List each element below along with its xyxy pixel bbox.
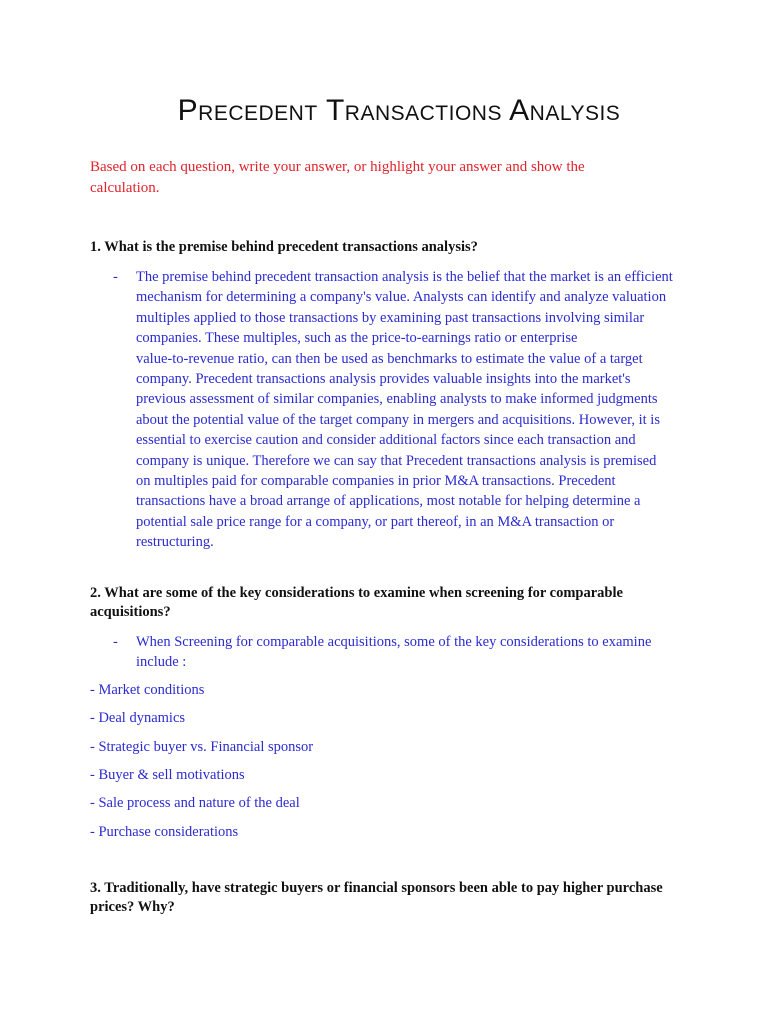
answer-line: transactions have a broad arrange of applications, most notable for helping determine a bbox=[136, 493, 641, 510]
answer-2-intro bbox=[113, 632, 713, 673]
instructions-text bbox=[90, 157, 660, 199]
answer-line: multiples applied to those transactions by examining past transactions involving similar bbox=[136, 309, 645, 326]
document-title: Precedent Transactions Analysis bbox=[177, 94, 621, 127]
consideration-item: - Market conditions bbox=[90, 682, 205, 698]
answer-line: company is unique. Therefore we can say that Precedent transactions analysis is premised bbox=[136, 452, 657, 469]
question-line: 2. What are some of the key considerations to examine when screening for comparable bbox=[90, 585, 623, 601]
answer-1 bbox=[113, 267, 713, 553]
answer-line: previous assessment of similar companies, enabling analysts to make informed judgments bbox=[136, 391, 658, 408]
answer-line: potential sale price range for a company, or part thereof, in an M&A transaction or bbox=[136, 513, 615, 530]
answer-line: on multiples paid for comparable companies in prior M&A transactions. Precedent bbox=[136, 473, 616, 490]
answer-line: value-to-revenue ratio, can then be used as benchmarks to estimate the value of a target bbox=[136, 350, 643, 367]
question-1: 1. What is the premise behind precedent transactions analysis? bbox=[90, 239, 478, 255]
bullet-dash: - bbox=[113, 634, 118, 650]
consideration-item: - Strategic buyer vs. Financial sponsor bbox=[90, 739, 314, 755]
instructions-line: Based on each question, write your answer, or highlight your answer and show the bbox=[90, 159, 585, 175]
answer-line: companies. These multiples, such as the price-to-earnings ratio or enterprise bbox=[136, 330, 578, 347]
question-line: acquisitions? bbox=[90, 604, 171, 620]
question-line: 3. Traditionally, have strategic buyers or financial sponsors been able to pay higher purchase bbox=[90, 880, 663, 896]
question-2 bbox=[90, 584, 690, 622]
consideration-item: - Purchase considerations bbox=[90, 824, 239, 840]
answer-line: essential to exercise caution and consider additional factors since each transaction and bbox=[136, 432, 636, 449]
answer-line: mechanism for determining a company's value. Analysts can identify and analyze valuation bbox=[136, 289, 667, 306]
instructions-line: calculation. bbox=[90, 180, 160, 196]
answer-line: about the potential value of the target company in mergers and acquisitions. However, it is bbox=[136, 411, 660, 428]
answer-line: The premise behind precedent transaction analysis is the belief that the market is an efficient bbox=[136, 269, 673, 285]
answer-line: include : bbox=[136, 654, 187, 671]
answer-line: restructuring. bbox=[136, 534, 214, 551]
answer-line: When Screening for comparable acquisitions, some of the key considerations to examine bbox=[136, 634, 652, 650]
question-line: prices? Why? bbox=[90, 899, 175, 915]
consideration-item: - Buyer & sell motivations bbox=[90, 767, 245, 783]
answer-1-text bbox=[136, 267, 696, 553]
question-3 bbox=[90, 879, 690, 917]
answer-2-text bbox=[136, 632, 696, 673]
bullet-dash: - bbox=[113, 269, 118, 285]
consideration-item: - Sale process and nature of the deal bbox=[90, 795, 300, 811]
consideration-item: - Deal dynamics bbox=[90, 710, 186, 726]
answer-line: company. Precedent transactions analysis provides valuable insights into the market's bbox=[136, 371, 631, 388]
